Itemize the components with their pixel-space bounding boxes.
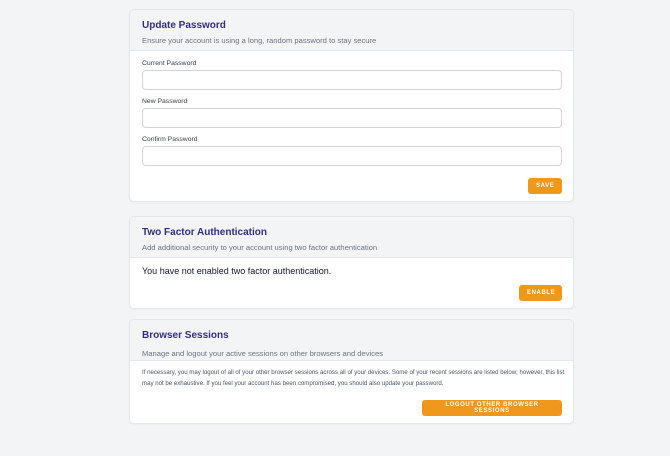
current-password-input[interactable] bbox=[142, 70, 562, 90]
two-factor-header bbox=[130, 217, 573, 258]
two-factor-body bbox=[130, 258, 573, 309]
save-button[interactable]: SAVE bbox=[528, 178, 562, 194]
update-password-description: Ensure your account is using a long, random password to stay secure bbox=[142, 36, 377, 45]
new-password-label: New Password bbox=[142, 98, 188, 105]
browser-sessions-card bbox=[129, 319, 574, 424]
update-password-card bbox=[129, 9, 574, 202]
logout-other-sessions-button[interactable]: LOGOUT OTHER BROWSER SESSIONS bbox=[422, 400, 562, 416]
two-factor-status: You have not enabled two factor authentication. bbox=[142, 266, 332, 276]
enable-button[interactable]: ENABLE bbox=[519, 285, 562, 301]
two-factor-description: Add additional security to your account using two factor authentication bbox=[142, 243, 378, 252]
new-password-input[interactable] bbox=[142, 108, 562, 128]
browser-sessions-info: If necessary, you may logout of all of your other browser sessions across all of your devices. Some of your recent sessions are listed below; however, this list may not be exhaustive. If you feel your account has been compromised, you should also update your password. bbox=[142, 369, 565, 387]
two-factor-card bbox=[129, 216, 574, 309]
browser-sessions-header bbox=[130, 320, 573, 361]
current-password-label: Current Password bbox=[142, 60, 197, 67]
browser-sessions-body bbox=[130, 361, 573, 424]
confirm-password-input[interactable] bbox=[142, 146, 562, 166]
browser-sessions-description: Manage and logout your active sessions on other browsers and devices bbox=[142, 349, 384, 358]
update-password-form bbox=[130, 51, 573, 202]
browser-sessions-title: Browser Sessions bbox=[142, 330, 229, 341]
update-password-title: Update Password bbox=[142, 20, 226, 31]
update-password-header bbox=[130, 10, 573, 51]
two-factor-title: Two Factor Authentication bbox=[142, 227, 267, 238]
confirm-password-label: Confirm Password bbox=[142, 136, 198, 143]
